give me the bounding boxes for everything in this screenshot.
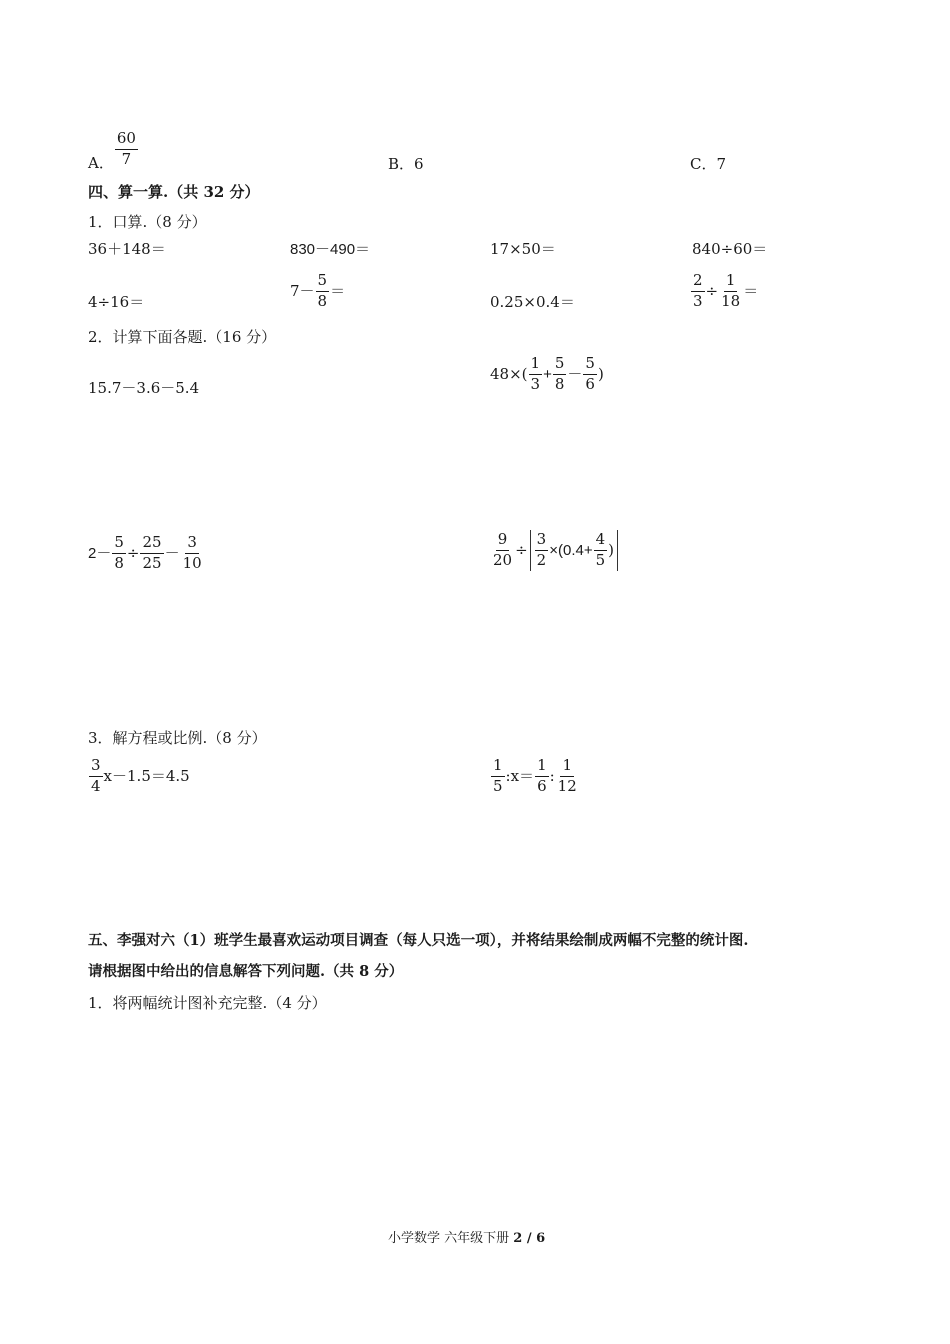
- q2-title: 2．计算下面各题.（16 分）: [88, 328, 277, 346]
- fraction: [181, 535, 204, 572]
- fraction: [112, 535, 126, 572]
- oral-expr-8: [690, 273, 758, 310]
- section5-title-line2: 请根据图中给出的信息解答下列问题.（共 8 分）: [88, 963, 404, 980]
- fraction-denominator: 6: [537, 776, 547, 795]
- fraction-denominator: 8: [554, 374, 565, 393]
- fraction: [89, 758, 103, 795]
- fraction-numerator: 1: [560, 758, 574, 777]
- expr-text: ＝: [330, 281, 346, 300]
- oral-expr-4: 840÷60＝: [692, 240, 768, 258]
- oral-expr-7: 0.25×0.4＝: [490, 293, 575, 311]
- fraction-numerator: 4: [594, 532, 608, 551]
- option-a-label: A．: [88, 154, 114, 172]
- fraction-numerator: 1: [535, 758, 549, 777]
- page-footer: [388, 1232, 545, 1245]
- calc-problem-4: [490, 530, 620, 571]
- fraction-denominator: 4: [91, 776, 101, 795]
- footer-separator: /: [522, 1231, 537, 1246]
- calc-problem-3: [88, 535, 205, 572]
- expr-text: +: [543, 365, 552, 383]
- q3-title: 3．解方程或比例.（8 分）: [88, 729, 267, 747]
- fraction-numerator: 1: [529, 356, 543, 375]
- section4-title: 四、算一算.（共 32 分）: [88, 183, 260, 201]
- expr-text: －: [567, 364, 583, 383]
- square-bracket-group: [530, 530, 618, 571]
- expr-text: 48×(: [490, 364, 528, 383]
- fraction: [491, 532, 514, 569]
- q1-title: 1．口算.（8 分）: [88, 213, 207, 231]
- proportion-equation: [490, 758, 580, 795]
- fraction-denominator: 10: [182, 553, 202, 572]
- fraction-denominator: 6: [585, 374, 595, 393]
- fraction-numerator: 1: [491, 758, 505, 777]
- fraction-numerator: 60: [115, 131, 138, 150]
- fraction: [529, 356, 543, 393]
- fraction-numerator: 5: [583, 356, 597, 375]
- fraction-numerator: 2: [691, 273, 705, 292]
- fraction: [553, 356, 567, 393]
- fraction: [556, 758, 579, 795]
- fraction-numerator: 5: [112, 535, 126, 554]
- fraction-numerator: 5: [553, 356, 567, 375]
- fraction-denominator: 12: [557, 776, 577, 795]
- expr-text: :x＝: [505, 766, 535, 785]
- fraction-numerator: 1: [724, 273, 738, 292]
- expr-text: ): [608, 540, 614, 559]
- fraction: [719, 273, 742, 310]
- oral-expr-5: 4÷16＝: [88, 293, 145, 311]
- fraction-denominator: 5: [595, 550, 606, 569]
- expr-text: :: [549, 766, 555, 785]
- fraction-numerator: 9: [496, 532, 510, 551]
- expr-text: ÷: [705, 281, 719, 300]
- fraction-denominator: 2: [536, 550, 547, 569]
- fraction-denominator: 18: [721, 291, 741, 310]
- fraction: [535, 758, 549, 795]
- fraction-denominator: 7: [121, 150, 132, 168]
- expr-text: ＝: [743, 281, 759, 300]
- fraction: [140, 535, 163, 572]
- fraction: [594, 532, 608, 569]
- expr-text: －: [164, 543, 180, 562]
- section5-title-line1: 五、李强对六（1）班学生最喜欢运动项目调查（每人只选一项），并将结果绘制成两幅不完整的统计图.: [88, 932, 749, 949]
- expr-text: ÷: [515, 540, 528, 559]
- fraction-denominator: 3: [693, 291, 703, 310]
- calc-problem-2: [490, 356, 604, 393]
- fraction-numerator: 5: [316, 273, 330, 292]
- expr-text: ): [597, 364, 604, 383]
- expr-text: 2－: [88, 544, 112, 562]
- fraction: [691, 273, 705, 310]
- option-a: [88, 128, 139, 171]
- oral-expr-6: [290, 273, 345, 310]
- equation-1: [88, 758, 190, 795]
- footer-page-number: 2: [513, 1231, 523, 1246]
- calc-problem-1: 15.7－3.6－5.4: [88, 379, 200, 397]
- fraction-numerator: 3: [535, 532, 549, 551]
- option-a-fraction: [115, 131, 138, 168]
- footer-text: 小学数学 六年级下册: [388, 1231, 510, 1246]
- fraction-denominator: 8: [114, 553, 124, 572]
- fraction: [316, 273, 330, 310]
- fraction: [583, 356, 597, 393]
- footer-total-pages: 6: [536, 1231, 546, 1246]
- expr-text: ×(0.4+: [549, 541, 593, 559]
- fraction-numerator: 3: [185, 535, 199, 554]
- oral-expr-1: 36＋148＝: [88, 240, 166, 258]
- fraction-denominator: 20: [493, 550, 513, 569]
- option-b: B．6: [388, 155, 424, 173]
- oral-expr-2: 830－490＝: [290, 241, 371, 258]
- fraction-numerator: 25: [140, 535, 163, 554]
- option-c: C．7: [690, 155, 727, 173]
- fraction: [535, 532, 549, 569]
- fraction: [491, 758, 505, 795]
- expr-text: x－1.5＝4.5: [103, 766, 190, 785]
- oral-expr-3: 17×50＝: [490, 240, 556, 258]
- fraction-denominator: 25: [142, 553, 162, 572]
- expr-text: 7－: [290, 281, 315, 300]
- section5-q1: 1．将两幅统计图补充完整.（4 分）: [88, 994, 327, 1012]
- fraction-denominator: 3: [530, 374, 541, 393]
- expr-text: ÷: [126, 543, 140, 562]
- fraction-numerator: 3: [89, 758, 103, 777]
- fraction-denominator: 5: [493, 776, 503, 795]
- fraction-denominator: 8: [317, 291, 328, 310]
